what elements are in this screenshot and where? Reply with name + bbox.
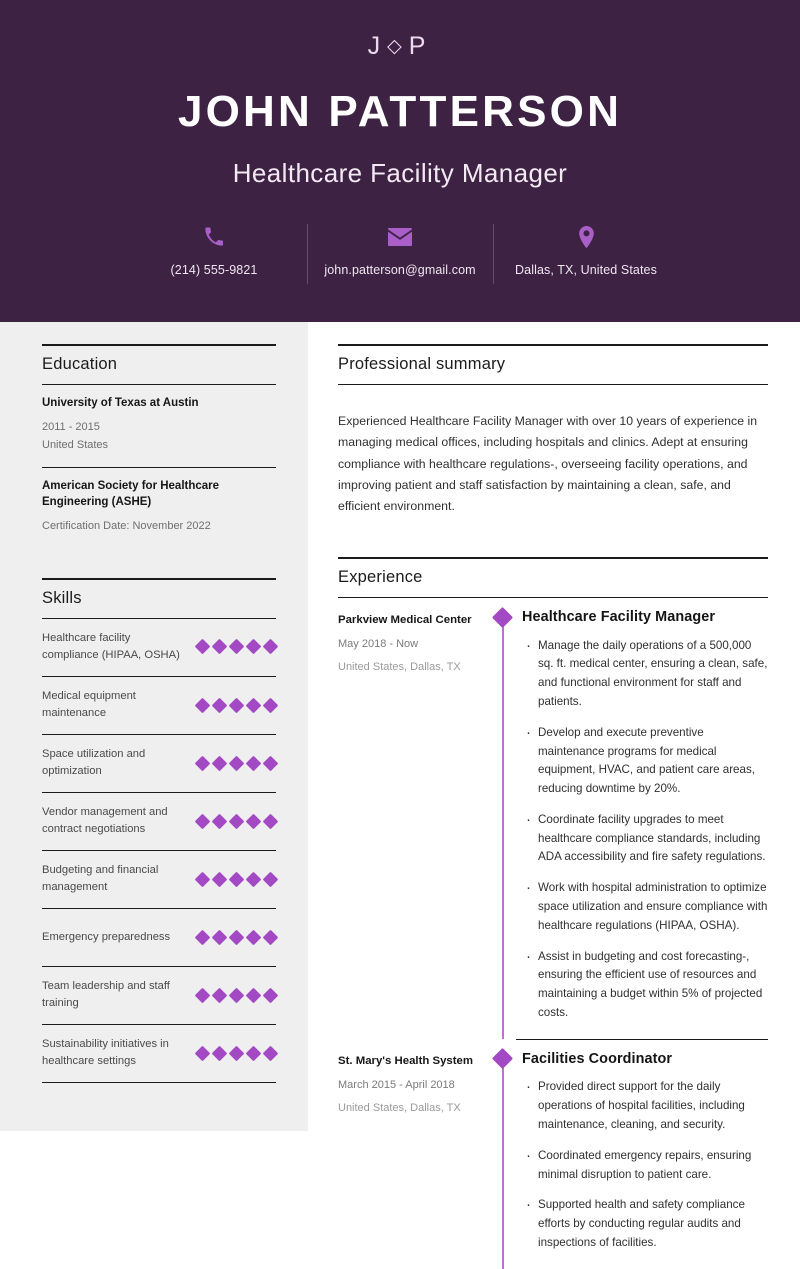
- rating-diamond-icon: [212, 871, 228, 887]
- experience-meta: [338, 1039, 490, 1269]
- rating-diamond-icon: [212, 813, 228, 829]
- rating-diamond-icon: [212, 697, 228, 713]
- rating-diamond-icon: [195, 871, 211, 887]
- skills-list: [42, 619, 276, 1083]
- skill-row: [42, 851, 276, 909]
- skill-name: Healthcare facility compliance (HIPAA, OSHA): [42, 631, 180, 661]
- rating-diamond-icon: [212, 987, 228, 1003]
- resume-header: [0, 0, 800, 322]
- skill-row: [42, 735, 276, 793]
- experience-bullet: · Coordinated emergency repairs, ensuring minimal disruption to patient care.: [522, 1147, 768, 1185]
- experience-bullet: · Provided direct support for the daily operations of hospital facilities, including maintenance, cleaning, and security.: [522, 1078, 768, 1134]
- rating-diamond-icon: [263, 929, 279, 945]
- rating-diamond-icon: [263, 697, 279, 713]
- experience-bullet: · Assist in budgeting and cost forecasting-, ensuring the efficient use of resources and maintaining a budget within 5% of projected costs.: [522, 948, 768, 1023]
- phone-icon: [121, 222, 307, 252]
- experience-role: Healthcare Facility Manager: [522, 608, 716, 625]
- education-heading: Education: [42, 344, 276, 385]
- experience-detail: [516, 1039, 768, 1269]
- experience-bullet: · Supported health and safety compliance efforts by conducting regular audits and inspections of facilities.: [522, 1196, 768, 1252]
- contact-phone[interactable]: [121, 222, 307, 278]
- skill-rating: [197, 932, 276, 943]
- rating-diamond-icon: [195, 929, 211, 945]
- education-dates: Certification Date: November 2022: [42, 520, 211, 533]
- monogram-diamond-icon: ◇: [387, 36, 409, 57]
- location-pin-icon: [493, 222, 679, 252]
- email-icon: [307, 222, 493, 252]
- skill-name: Sustainability initiatives in healthcare settings: [42, 1038, 169, 1068]
- contact-phone-text: (214) 555-9821: [170, 263, 258, 277]
- experience-timeline: [490, 598, 516, 1039]
- rating-diamond-icon: [195, 987, 211, 1003]
- rating-diamond-icon: [246, 871, 262, 887]
- rating-diamond-icon: [195, 755, 211, 771]
- experience-list: [338, 598, 768, 1269]
- experience-dates: May 2018 - Now: [338, 638, 419, 651]
- rating-diamond-icon: [195, 697, 211, 713]
- skill-name: Space utilization and optimization: [42, 748, 146, 778]
- rating-diamond-icon: [263, 1045, 279, 1061]
- contact-row: [40, 222, 760, 278]
- experience-bullet: · Coordinate facility upgrades to meet healthcare compliance standards, including ADA accessibility and fire safety regulations.: [522, 811, 768, 867]
- education-dates: 2011 - 2015: [42, 420, 100, 433]
- rating-diamond-icon: [229, 697, 245, 713]
- resume-body: [0, 322, 800, 1249]
- experience-company: Parkview Medical Center: [338, 613, 472, 626]
- skill-row: [42, 1025, 276, 1083]
- experience-entry: [338, 1039, 768, 1269]
- skills-section: [42, 578, 276, 1083]
- skill-row: [42, 793, 276, 851]
- monogram-initial-left: J: [367, 32, 388, 60]
- timeline-diamond-icon: [492, 607, 513, 628]
- skill-rating: [197, 990, 276, 1001]
- education-section: [42, 344, 276, 552]
- rating-diamond-icon: [229, 871, 245, 887]
- rating-diamond-icon: [212, 929, 228, 945]
- education-item: [42, 468, 276, 552]
- candidate-name: JOHN PATTERSON: [177, 87, 623, 136]
- skill-rating: [197, 758, 276, 769]
- rating-diamond-icon: [212, 639, 228, 655]
- contact-location[interactable]: [493, 222, 679, 278]
- skill-rating: [197, 874, 276, 885]
- main-content: [308, 322, 800, 1249]
- timeline-line: [502, 1059, 504, 1269]
- experience-timeline: [490, 1039, 516, 1269]
- timeline-line: [502, 618, 504, 1039]
- skill-name: Medical equipment maintenance: [42, 689, 136, 719]
- skill-rating: [197, 1048, 276, 1059]
- rating-diamond-icon: [246, 639, 262, 655]
- rating-diamond-icon: [263, 755, 279, 771]
- education-item: [42, 385, 276, 468]
- rating-diamond-icon: [246, 987, 262, 1003]
- skills-heading: Skills: [42, 578, 276, 619]
- sidebar: [0, 322, 308, 1131]
- skill-rating: [197, 700, 276, 711]
- summary-heading: Professional summary: [338, 344, 768, 385]
- experience-meta: [338, 598, 490, 1039]
- rating-diamond-icon: [229, 987, 245, 1003]
- experience-company: St. Mary's Health System: [338, 1054, 474, 1067]
- education-school: University of Texas at Austin: [42, 396, 199, 409]
- experience-section: [338, 557, 768, 1269]
- experience-location: United States, Dallas, TX: [338, 1101, 461, 1114]
- skill-rating: [197, 816, 276, 827]
- rating-diamond-icon: [263, 813, 279, 829]
- rating-diamond-icon: [229, 929, 245, 945]
- rating-diamond-icon: [246, 755, 262, 771]
- experience-entry: [338, 598, 768, 1039]
- candidate-job-title: Healthcare Facility Manager: [232, 158, 568, 189]
- contact-location-text: Dallas, TX, United States: [515, 263, 657, 277]
- rating-diamond-icon: [246, 697, 262, 713]
- rating-diamond-icon: [263, 639, 279, 655]
- rating-diamond-icon: [246, 813, 262, 829]
- rating-diamond-icon: [195, 639, 211, 655]
- skill-row: [42, 619, 276, 677]
- skill-row: [42, 909, 276, 967]
- experience-dates: March 2015 - April 2018: [338, 1079, 455, 1092]
- experience-role: Facilities Coordinator: [522, 1050, 673, 1067]
- experience-location: United States, Dallas, TX: [338, 661, 461, 674]
- rating-diamond-icon: [246, 1045, 262, 1061]
- rating-diamond-icon: [263, 987, 279, 1003]
- skill-name: Vendor management and contract negotiations: [42, 806, 168, 836]
- rating-diamond-icon: [195, 813, 211, 829]
- skill-name: Budgeting and financial management: [42, 864, 159, 894]
- skill-name: Team leadership and staff training: [42, 980, 170, 1010]
- rating-diamond-icon: [263, 871, 279, 887]
- education-location: United States: [42, 438, 109, 451]
- experience-detail: [516, 598, 768, 1039]
- summary-section: [338, 344, 768, 537]
- experience-heading: Experience: [338, 557, 768, 598]
- skill-row: [42, 967, 276, 1025]
- timeline-diamond-icon: [492, 1048, 513, 1069]
- summary-text: Experienced Healthcare Facility Manager with over 10 years of experience in managing medical offices, including hospitals and clinics. Adept at ensuring compliance with healthcare regulations-, overseeing facility operations, and improving patient and staff satisfaction by maintaining a clean, safe, and efficient environment.: [338, 414, 758, 513]
- rating-diamond-icon: [229, 1045, 245, 1061]
- experience-bullet: · Manage the daily operations of a 500,000 sq. ft. medical center, ensuring a clean, safe, and functional environment for staff and patients.: [522, 637, 768, 712]
- experience-bullet: · Work with hospital administration to optimize space utilization and ensure compliance with healthcare regulations (HIPAA, OSHA).: [522, 879, 768, 935]
- rating-diamond-icon: [229, 639, 245, 655]
- experience-bullet: · Develop and execute preventive maintenance programs for medical equipment, HVAC, and patient care areas, reducing downtime by 20%.: [522, 724, 768, 799]
- skill-name: Emergency preparedness: [42, 930, 171, 943]
- experience-bullet-list: [522, 1078, 768, 1268]
- experience-bullet-list: [522, 637, 768, 1039]
- monogram-initial-right: P: [408, 32, 433, 60]
- education-school: American Society for Healthcare Engineering (ASHE): [42, 480, 220, 509]
- skill-rating: [197, 641, 276, 652]
- rating-diamond-icon: [195, 1045, 211, 1061]
- contact-email[interactable]: [307, 222, 493, 278]
- contact-email-text: john.patterson@gmail.com: [324, 263, 476, 277]
- rating-diamond-icon: [212, 755, 228, 771]
- rating-diamond-icon: [229, 755, 245, 771]
- rating-diamond-icon: [212, 1045, 228, 1061]
- rating-diamond-icon: [229, 813, 245, 829]
- rating-diamond-icon: [246, 929, 262, 945]
- monogram-logo: [40, 34, 760, 62]
- skill-row: [42, 677, 276, 735]
